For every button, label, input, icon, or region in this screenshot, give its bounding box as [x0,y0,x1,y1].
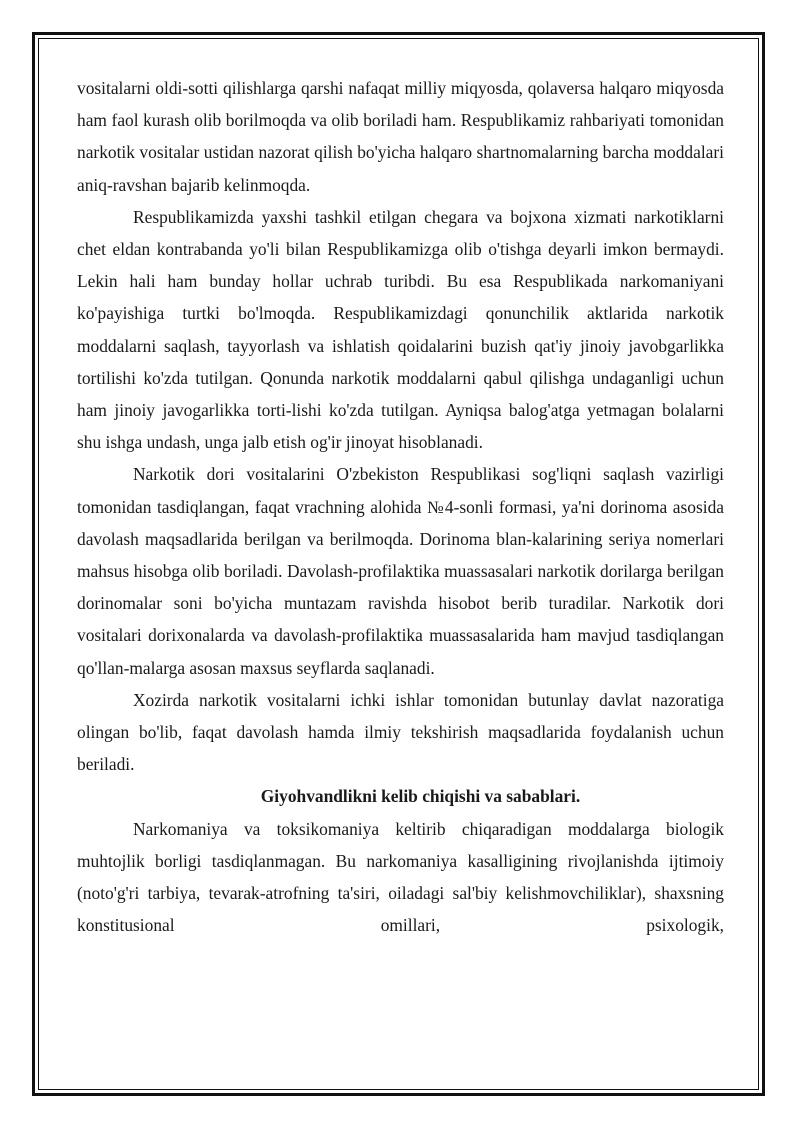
paragraph-causes: Narkomaniya va toksikomaniya keltirib chiqaradigan moddalarga biologik muhtojlik borligi tasdiqlanmagan. Bu narkomaniya kasalligining rivojlanishda ijtimoiy (noto'g'ri tarbiya, tevarak-atrofning ta'siri, oiladagi sal'biy kelishmovchiliklar), shaxsning konstitusional omillari, psixologik, [77,818,724,936]
section-heading: Giyohvandlikni kelib chiqishi va sabablari. [260,786,581,807]
paragraph-continuation: vositalarni oldi-sotti qilishlarga qarshi nafaqat milliy miqyosda, qolaversa halqaro miqyosda ham faol kurash olib borilmoqda va olib boriladi ham. Respublikamiz rahbariyati tomonidan narkotik vositalar ustidan nazorat qilish bo'yicha halqaro shartnomalarning barcha moddalari aniq-ravshan bajarib kelinmoqda. [77,78,724,195]
document-body [77,72,724,941]
paragraph-state-control: Xozirda narkotik vositalarni ichki ishlar tomonidan butunlay davlat nazoratiga olingan bo'lib, faqat davolash hamda ilmiy tekshirish maqsadlarida foydalanish uchun beriladi. [77,689,724,775]
paragraph-border-customs: Respublikamizda yaxshi tashkil etilgan chegara va bojxona xizmati narkotiklarni chet eldan kontrabanda yo'li bilan Respublikamizga olib o'tishga deyarli imkon bermaydi. Lekin hali ham bunday hollar uchrab turibdi. Bu esa Respublikada narkomaniyani ko'payishiga turtki bo'lmoqda. Respublikamizdagi qonunchilik aktlarida narkotik moddalarni saqlash, tayyorlash va ishlatish qoidalarini buzish qat'iy jinoiy javobgarlikka tortilishi ko'zda tutilgan. Qonunda narkotik moddalarni qabul qilishga undaganligi uchun ham jinoiy javogarlikka torti-lishi ko'zda tutilgan. Ayniqsa balog'atga yetmagan bolalarni shu ishga undash, unga jalb etish og'ir jinoyat hisoblanadi. [77,206,724,453]
paragraph-narcotic-prescriptions: Narkotik dori vositalarini O'zbekiston Respublikasi sog'liqni saqlash vazirligi tomonidan tasdiqlangan, faqat vrachning alohida №4-sonli formasi, ya'ni dorinoma asosida davolash maqsadlarida berilgan va berilmoqda. Dorinoma blan-kalarining seriya nomerlari mahsus hisobga olib boriladi. Davolash-profilaktika muassasalari narkotik dorilarga berilgan dorinomalar soni bo'yicha muntazam ravishda hisobot berib turadilar. Narkotik dori vositalari dorixonalarda va davolash-profilaktika muassasalarida ham mavjud tasdiqlangan qo'llan-malarga asosan maxsus seyflarda saqlanadi. [77,464,724,678]
